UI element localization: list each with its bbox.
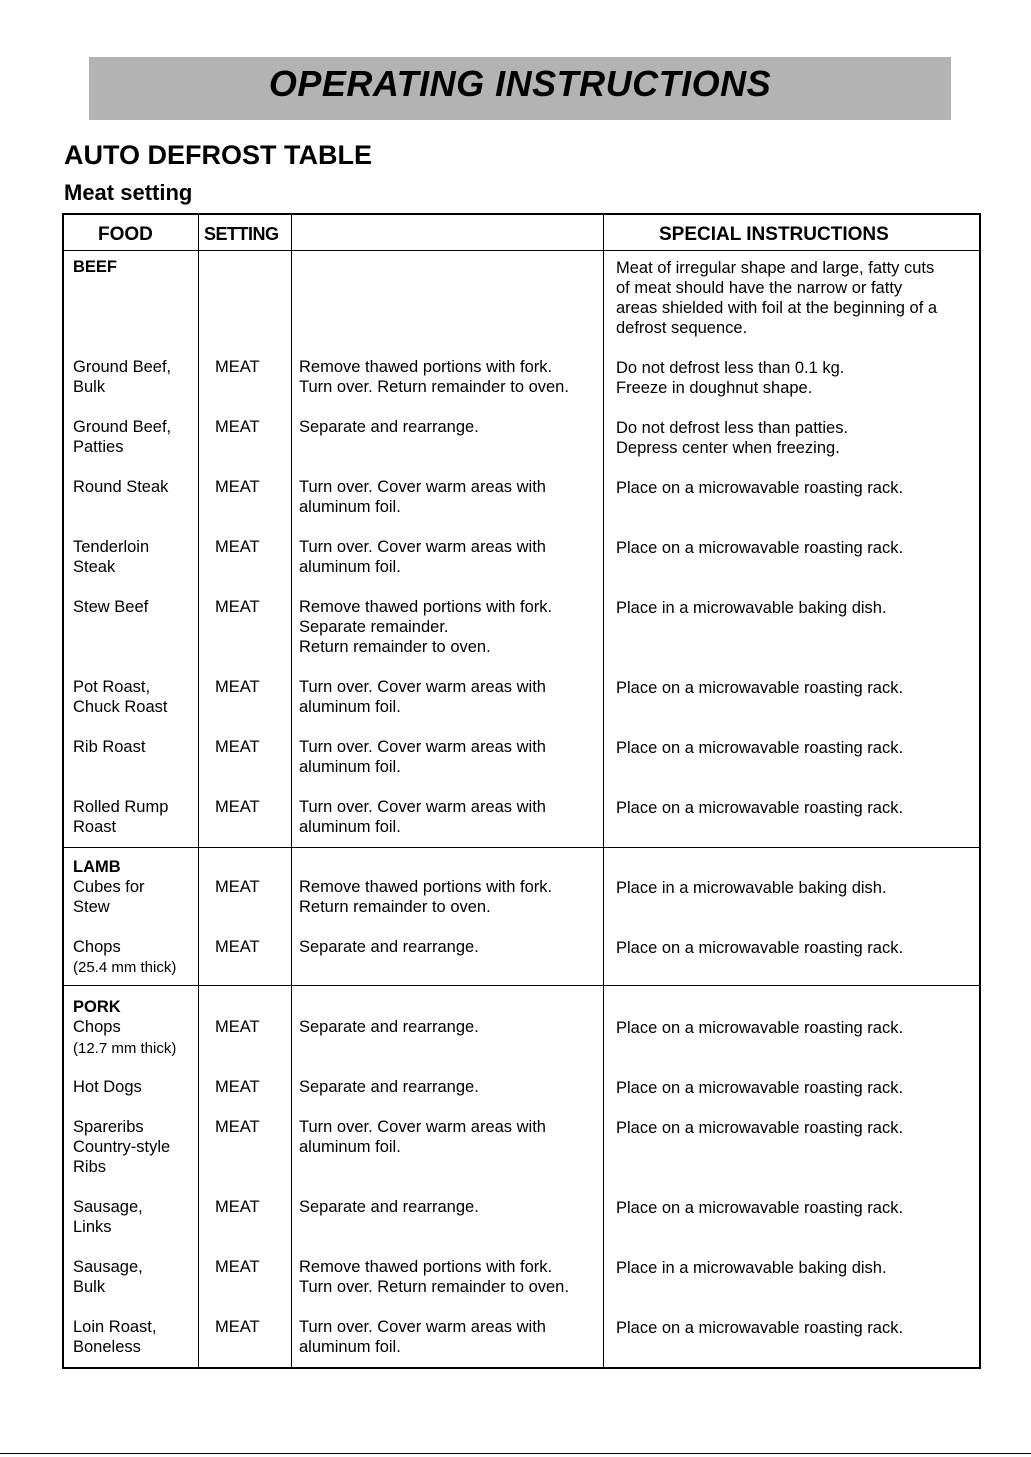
food-note: (12.7 mm thick) [73,1040,177,1057]
food-cell: Sausage, Bulk [73,1258,143,1296]
special-cell: Place on a microwavable roasting rack. [616,539,904,557]
page-title: OPERATING INSTRUCTIONS [268,63,772,104]
setting-cell: MEAT [215,738,260,756]
setting-cell: MEAT [215,538,260,556]
setting-cell: MEAT [215,1118,260,1136]
setting-cell: MEAT [215,358,260,376]
group-divider [64,985,979,986]
header-divider [64,250,979,251]
group-note-beef: Meat of irregular shape and large, fatty cuts of meat should have the narrow or fatty areas shielded with foil at the beginning of a defrost sequence. [616,259,938,337]
special-cell: Place on a microwavable roasting rack. [616,1119,904,1137]
column-header-special: SPECIAL INSTRUCTIONS [659,224,889,245]
food-cell: Loin Roast, Boneless [73,1318,157,1356]
special-cell: Place on a microwavable roasting rack. [616,479,904,497]
food-cell: Sausage, Links [73,1198,143,1236]
setting-cell: MEAT [215,1078,260,1096]
action-cell: Turn over. Cover warm areas with aluminum foil. [299,478,546,516]
column-divider [291,215,292,1367]
column-divider [603,215,604,1367]
setting-cell: MEAT [215,598,260,616]
setting-cell: MEAT [215,418,260,436]
action-cell: Turn over. Cover warm areas with aluminum foil. [299,1118,546,1156]
action-cell: Remove thawed portions with fork. Return remainder to oven. [299,878,553,916]
action-cell: Remove thawed portions with fork. Turn over. Return remainder to oven. [299,358,569,396]
special-cell: Place on a microwavable roasting rack. [616,739,904,757]
setting-cell: MEAT [215,1258,260,1276]
group-label-lamb: LAMB [73,858,121,876]
food-cell: Chops [73,1018,121,1036]
sub-title: Meat setting [64,180,193,205]
defrost-table [62,213,981,1369]
setting-cell: MEAT [215,938,260,956]
special-cell: Do not defrost less than patties. Depress center when freezing. [616,419,849,457]
setting-cell: MEAT [215,478,260,496]
page-footer-rule [0,1453,1031,1454]
group-divider [64,847,979,848]
special-cell: Place on a microwavable roasting rack. [616,799,904,817]
special-cell: Place in a microwavable baking dish. [616,1259,887,1277]
action-cell: Remove thawed portions with fork. Separate remainder. Return remainder to oven. [299,598,553,656]
action-cell: Separate and rearrange. [299,1018,479,1036]
special-cell: Place on a microwavable roasting rack. [616,679,904,697]
action-cell: Separate and rearrange. [299,1198,479,1216]
food-cell: Tenderloin Steak [73,538,150,576]
setting-cell: MEAT [215,1018,260,1036]
food-cell: Spareribs Country-style Ribs [73,1118,171,1176]
action-cell: Turn over. Cover warm areas with aluminum foil. [299,1318,546,1356]
column-header-food: FOOD [98,224,153,245]
special-cell: Place on a microwavable roasting rack. [616,1319,904,1337]
group-label-pork: PORK [73,998,121,1016]
food-cell: Chops [73,938,121,956]
setting-cell: MEAT [215,678,260,696]
action-cell: Turn over. Cover warm areas with aluminum foil. [299,678,546,716]
food-note: (25.4 mm thick) [73,959,177,976]
column-header-setting: SETTING [204,224,279,244]
special-cell: Place on a microwavable roasting rack. [616,1199,904,1217]
food-cell: Cubes for Stew [73,878,145,916]
action-cell: Separate and rearrange. [299,1078,479,1096]
setting-cell: MEAT [215,798,260,816]
special-cell: Place in a microwavable baking dish. [616,879,887,897]
special-cell: Place on a microwavable roasting rack. [616,1019,904,1037]
food-cell: Rib Roast [73,738,146,756]
group-label-beef: BEEF [73,258,118,276]
action-cell: Remove thawed portions with fork. Turn over. Return remainder to oven. [299,1258,569,1296]
food-cell: Hot Dogs [73,1078,142,1096]
column-divider [198,215,199,1367]
food-cell: Ground Beef, Bulk [73,358,172,396]
food-cell: Ground Beef, Patties [73,418,172,456]
special-cell: Place in a microwavable baking dish. [616,599,887,617]
food-cell: Pot Roast, Chuck Roast [73,678,168,716]
setting-cell: MEAT [215,1318,260,1336]
special-cell: Do not defrost less than 0.1 kg. Freeze in doughnut shape. [616,359,845,397]
food-cell: Round Steak [73,478,169,496]
food-cell: Stew Beef [73,598,149,616]
title-banner [89,57,951,120]
action-cell: Turn over. Cover warm areas with aluminum foil. [299,738,546,776]
special-cell: Place on a microwavable roasting rack. [616,939,904,957]
action-cell: Separate and rearrange. [299,418,479,436]
setting-cell: MEAT [215,1198,260,1216]
special-cell: Place on a microwavable roasting rack. [616,1079,904,1097]
food-cell: Rolled Rump Roast [73,798,169,836]
action-cell: Separate and rearrange. [299,938,479,956]
section-title: AUTO DEFROST TABLE [64,140,372,170]
action-cell: Turn over. Cover warm areas with aluminum foil. [299,798,546,836]
setting-cell: MEAT [215,878,260,896]
action-cell: Turn over. Cover warm areas with aluminum foil. [299,538,546,576]
